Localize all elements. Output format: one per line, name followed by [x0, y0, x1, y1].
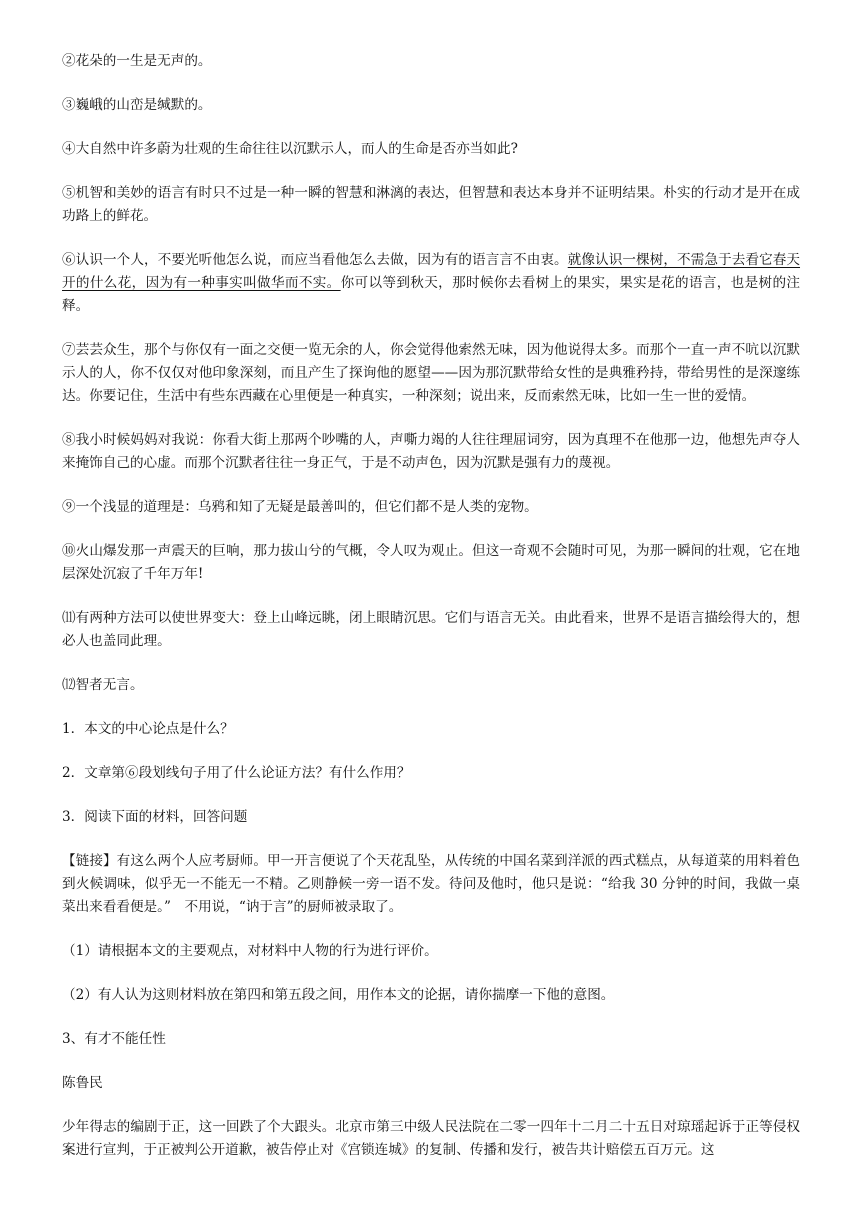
- paragraph-6-text-a: ⑥认识一个人，不要光听他怎么说，而应当看他怎么去做，因为有的语言言不由衷。: [62, 252, 568, 268]
- paragraph-10: ⑩火山爆发那一声震天的巨响，那力拔山兮的气概，令人叹为观止。但这一奇观不会随时可见，为那一瞬间的壮观，它在地层深处沉寂了千年万年!: [62, 543, 800, 582]
- paragraph-2: ②花朵的一生是无声的。: [62, 53, 212, 69]
- article-title: 3、有才不能任性: [62, 1031, 166, 1047]
- link-material: 【链接】有这么两个人应考厨师。甲一开言便说了个天花乱坠，从传统的中国名菜到洋派的西式糕点，从每道菜的用料着色到火候调味，似乎无一不能无一不精。乙则静候一旁一语不发。待问及他时，他只是说：“给我 30 分钟的时间，我做一桌菜出来看看便是。” 不用说，“讷于言”的厨师被录取了。: [62, 853, 800, 915]
- paragraph-5: ⑤机智和美妙的语言有时只不过是一种一瞬的智慧和淋漓的表达，但智慧和表达本身并不证明结果。朴实的行动才是开在成功路上的鲜花。: [62, 185, 800, 224]
- article-author: 陈鲁民: [62, 1075, 103, 1091]
- paragraph-9: ⑨一个浅显的道理是：乌鸦和知了无疑是最善叫的，但它们都不是人类的宠物。: [62, 499, 538, 515]
- paragraph-4: ④大自然中许多蔚为壮观的生命往往以沉默示人，而人的生命是否亦当如此?: [62, 141, 518, 157]
- question-3: 3．阅读下面的材料，回答问题: [62, 809, 248, 825]
- paragraph-6: [62, 249, 800, 318]
- question-3-2: （2）有人认为这则材料放在第四和第五段之间，用作本文的论据，请你揣摩一下他的意图。: [62, 987, 615, 1003]
- question-3-1: （1）请根据本文的主要观点，对材料中人物的行为进行评价。: [62, 943, 438, 959]
- paragraph-6-text-b: 你可以等到秋天，那时候你去看树上的果实，果实是花的语言，也是树的注释。: [62, 275, 801, 314]
- article-paragraph-1: 少年得志的编剧于正，这一回跌了个大跟头。北京市第三中级人民法院在二零一四年十二月二十五日对琼瑶起诉于正等侵权案进行宣判，于正被判公开道歉，被告停止对《宫锁连城》的复制、传播和发行，被告共计赔偿五百万元。这: [62, 1119, 800, 1158]
- document-page: [62, 50, 800, 1183]
- paragraph-8: ⑧我小时候妈妈对我说：你看大街上那两个吵嘴的人，声嘶力竭的人往往理屈词穷，因为真理不在他那一边，他想先声夺人来掩饰自己的心虚。而那个沉默者往往一身正气，于是不动声色，因为沉默是强有力的蔑视。: [62, 432, 800, 471]
- paragraph-11: ⑾有两种方法可以使世界变大：登上山峰远眺，闭上眼睛沉思。它们与语言无关。由此看来，世界不是语言描绘得大的，想必人也盖同此理。: [62, 610, 800, 649]
- paragraph-7: ⑦芸芸众生，那个与你仅有一面之交便一览无余的人，你会觉得他索然无味，因为他说得太多。而那个一直一声不吭以沉默示人的人，你不仅仅对他印象深刻，而且产生了探询他的愿望——因为那沉默带给女性的是典雅矜持，带给男性的是深邃练达。你要记住，生活中有些东西藏在心里便是一种真实，一种深刻；说出来，反而索然无味，比如一生一世的爱情。: [62, 342, 800, 404]
- paragraph-3: ③巍峨的山峦是缄默的。: [62, 97, 212, 113]
- paragraph-12: ⑿智者无言。: [62, 677, 144, 693]
- paragraph-6-underlined-sentence: 就像认识一棵树，不需急于去看它春天开的什么花，因为有一种事实叫做华而不实。: [62, 252, 801, 291]
- question-1: 1．本文的中心论点是什么？: [62, 721, 234, 737]
- question-2: 2．文章第⑥段划线句子用了什么论证方法？有什么作用？: [62, 765, 411, 781]
